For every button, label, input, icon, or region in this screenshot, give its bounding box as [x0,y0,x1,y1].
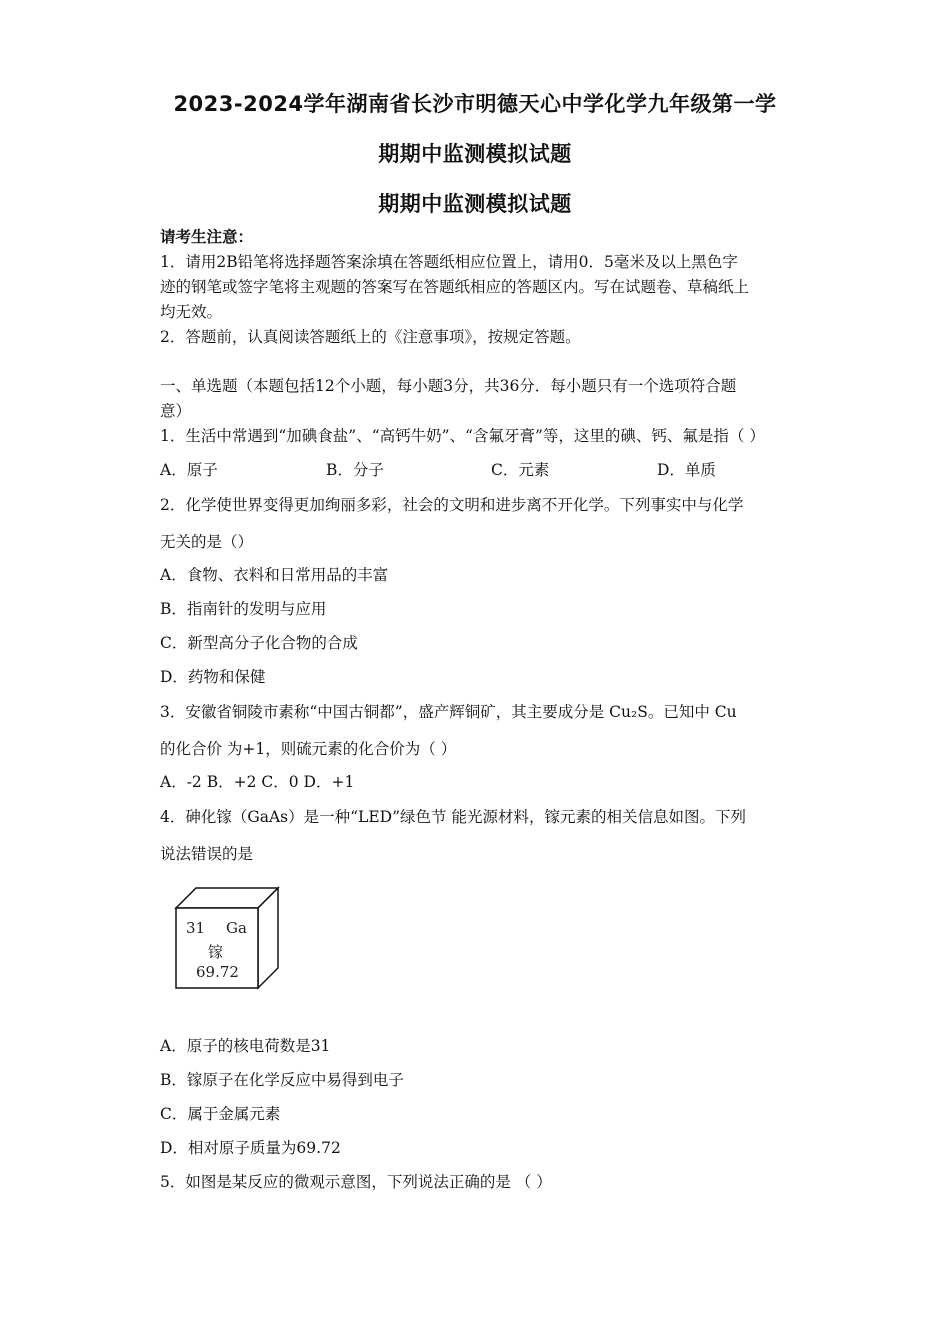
element-atomic-mass: 69.72 [196,963,239,981]
section-heading-line-1: 一、单选题（本题包括12个小题，每小题3分，共36分．每小题只有一个选项符合题 [160,377,737,395]
question-4-option-c: C．属于金属元素 [160,1105,281,1123]
question-5-stem: 5．如图是某反应的微观示意图，下列说法正确的是 （ ） [160,1173,552,1191]
question-4-option-a: A．原子的核电荷数是31 [160,1037,331,1055]
question-2-stem-line-1: 2．化学使世界变得更加绚丽多彩，社会的文明和进步离不开化学。下列事实中与化学 [160,496,744,514]
notice-line-4: 2．答题前，认真阅读答题纸上的《注意事项》，按规定答题。 [160,328,581,346]
question-4-stem-line-2: 说法错误的是 [160,845,254,863]
notice-line-2: 迹的钢笔或签字笔将主观题的答案写在答题纸相应的答题区内。写在试题卷、草稿纸上 [160,278,750,296]
question-2-option-d: D．药物和保健 [160,668,266,686]
notice-heading: 请考生注意： [160,227,254,246]
question-1-option-c: C．元素 [491,461,550,479]
page-title-line-2: 期期中监测模拟试题 [378,142,572,166]
page-title-line-3: 期期中监测模拟试题 [378,192,572,216]
question-4-option-b: B．镓原子在化学反应中易得到电子 [160,1071,404,1089]
element-cell-figure [168,884,284,990]
question-2-option-c: C．新型高分子化合物的合成 [160,634,358,652]
section-heading-line-2: 意） [160,402,192,420]
question-3-stem-line-2: 的化合价 为+1，则硫元素的化合价为（ ） [160,740,457,758]
element-symbol: Ga [226,919,247,937]
question-1-option-b: B．分子 [326,461,384,479]
notice-line-1: 1．请用2B铅笔将选择题答案涂填在答题纸相应位置上，请用0．5毫米及以上黑色字 [160,253,738,271]
question-4-option-d: D．相对原子质量为69.72 [160,1139,341,1157]
question-2-option-a: A．食物、衣料和日常用品的丰富 [160,566,389,584]
element-name: 镓 [208,943,224,961]
question-2-stem-line-2: 无关的是（） [160,533,254,551]
question-3-options: A．-2 B．+2 C．0 D．+1 [160,773,355,791]
question-1-stem: 1．生活中常遇到“加碘食盐”、“高钙牛奶”、“含氟牙膏”等，这里的碘、钙、氟是指（ ） [160,427,765,445]
question-1-option-d: D．单质 [657,461,716,479]
notice-line-3: 均无效。 [160,303,223,321]
question-1-option-a: A．原子 [160,461,218,479]
question-4-stem-line-1: 4．砷化镓（GaAs）是一种“LED”绿色节 能光源材料，镓元素的相关信息如图。下列 [160,808,746,826]
question-2-option-b: B．指南针的发明与应用 [160,600,327,618]
page-title-line-1: 2023-2024学年湖南省长沙市明德天心中学化学九年级第一学 [173,92,777,116]
element-atomic-number: 31 [186,919,206,937]
question-3-stem-line-1: 3．安徽省铜陵市素称“中国古铜都”，盛产辉铜矿，其主要成分是 Cu₂S。已知中 Cu [160,703,737,721]
